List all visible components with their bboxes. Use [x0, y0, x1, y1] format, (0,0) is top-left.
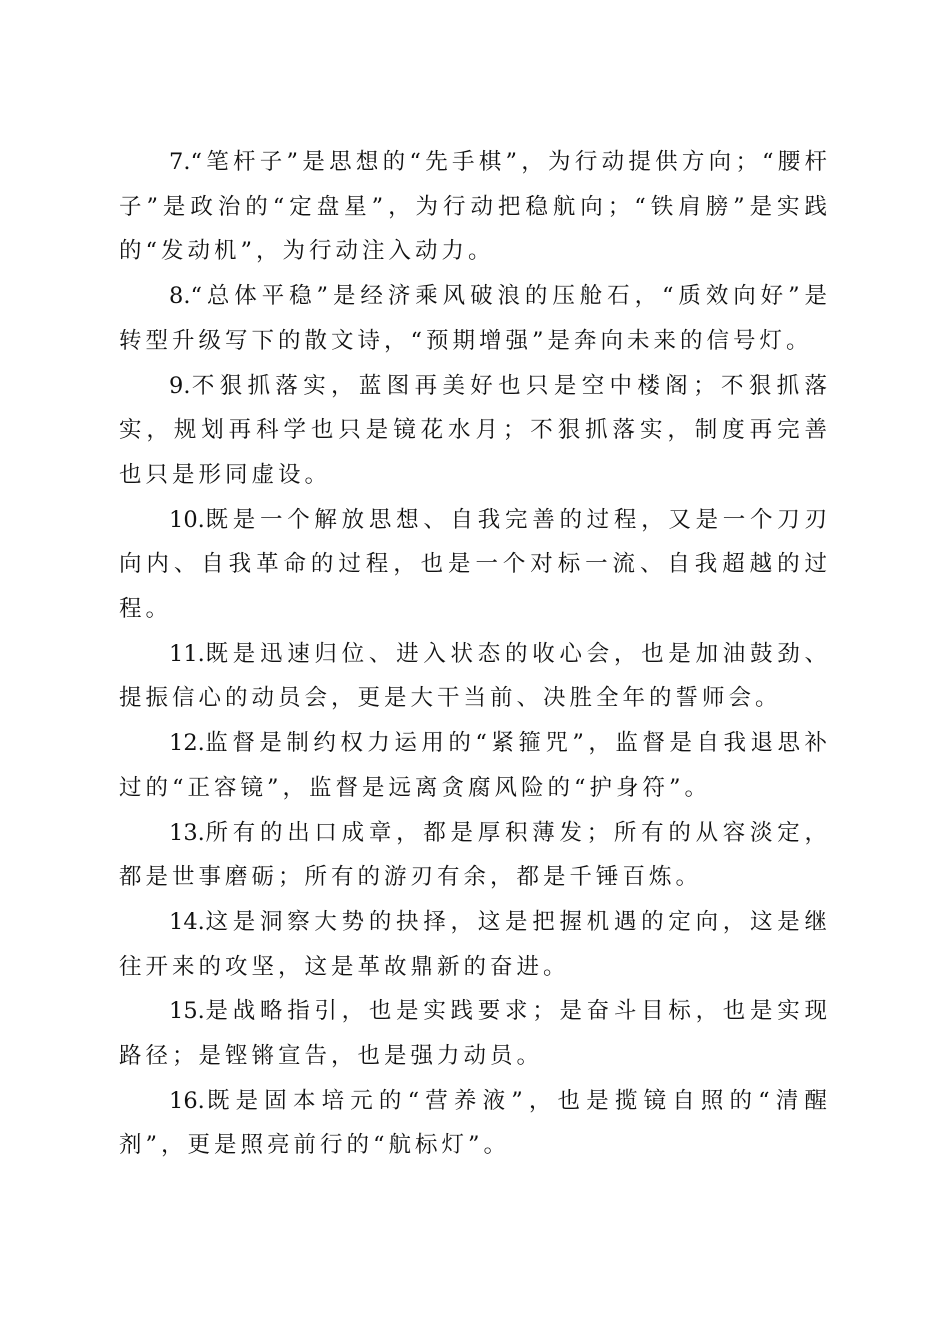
paragraph-text: 既是固本培元的“营养液”，也是揽镜自照的“清醒剂”，更是照亮前行的“航标灯”。 [119, 1087, 831, 1159]
paragraph-13 [119, 811, 831, 900]
paragraph-text: “笔杆子”是思想的“先手棋”，为行动提供方向；“腰杆子”是政治的“定盘星”，为行动把稳航向；“铁肩膀”是实践的“发动机”，为行动注入动力。 [119, 149, 831, 265]
paragraph-text: “总体平稳”是经济乘风破浪的压舱石，“质效向好”是转型升级写下的散文诗，“预期增强”是奔向未来的信号灯。 [119, 283, 831, 354]
paragraph-text: 不狠抓落实，蓝图再美好也只是空中楼阁；不狠抓落实，规划再科学也只是镜花水月；不狠抓落实，制度再完善也只是形同虚设。 [119, 372, 831, 488]
paragraph-15 [119, 989, 831, 1078]
paragraph-text: 是战略指引，也是实践要求；是奋斗目标，也是实现路径；是铿锵宣告，也是强力动员。 [119, 998, 831, 1070]
paragraph-8 [119, 274, 831, 363]
paragraph-7 [119, 140, 831, 274]
paragraph-12 [119, 721, 831, 810]
paragraph-10 [119, 498, 831, 632]
paragraph-16 [119, 1079, 831, 1168]
paragraph-9 [119, 364, 831, 498]
paragraph-number: 11. [169, 640, 205, 667]
paragraph-text: 监督是制约权力运用的“紧箍咒”，监督是自我退思补过的“正容镜”，监督是远离贪腐风险的“护身符”。 [119, 730, 831, 801]
paragraph-14 [119, 900, 831, 989]
paragraph-number: 15. [169, 998, 205, 1025]
paragraph-number: 12. [169, 730, 205, 757]
paragraph-number: 14. [169, 908, 205, 935]
paragraph-number: 16. [169, 1087, 205, 1114]
paragraph-number: 9. [169, 372, 191, 399]
paragraph-text: 所有的出口成章，都是厚积薄发；所有的从容淡定，都是世事磨砺；所有的游刃有余，都是千锤百炼。 [119, 819, 831, 891]
paragraph-number: 8. [169, 283, 191, 310]
paragraph-number: 7. [169, 149, 191, 175]
paragraph-text: 既是一个解放思想、自我完善的过程，又是一个刀刃向内、自我革命的过程，也是一个对标一流、自我超越的过程。 [119, 506, 831, 623]
paragraph-11 [119, 632, 831, 721]
paragraph-number: 13. [169, 819, 205, 846]
paragraph-number: 10. [169, 506, 205, 533]
paragraph-text: 这是洞察大势的抉择，这是把握机遇的定向，这是继往开来的攻坚，这是革故鼎新的奋进。 [119, 908, 831, 980]
document-page [119, 140, 831, 1168]
paragraph-text: 既是迅速归位、进入状态的收心会，也是加油鼓劲、提振信心的动员会，更是大干当前、决胜全年的誓师会。 [119, 640, 831, 712]
